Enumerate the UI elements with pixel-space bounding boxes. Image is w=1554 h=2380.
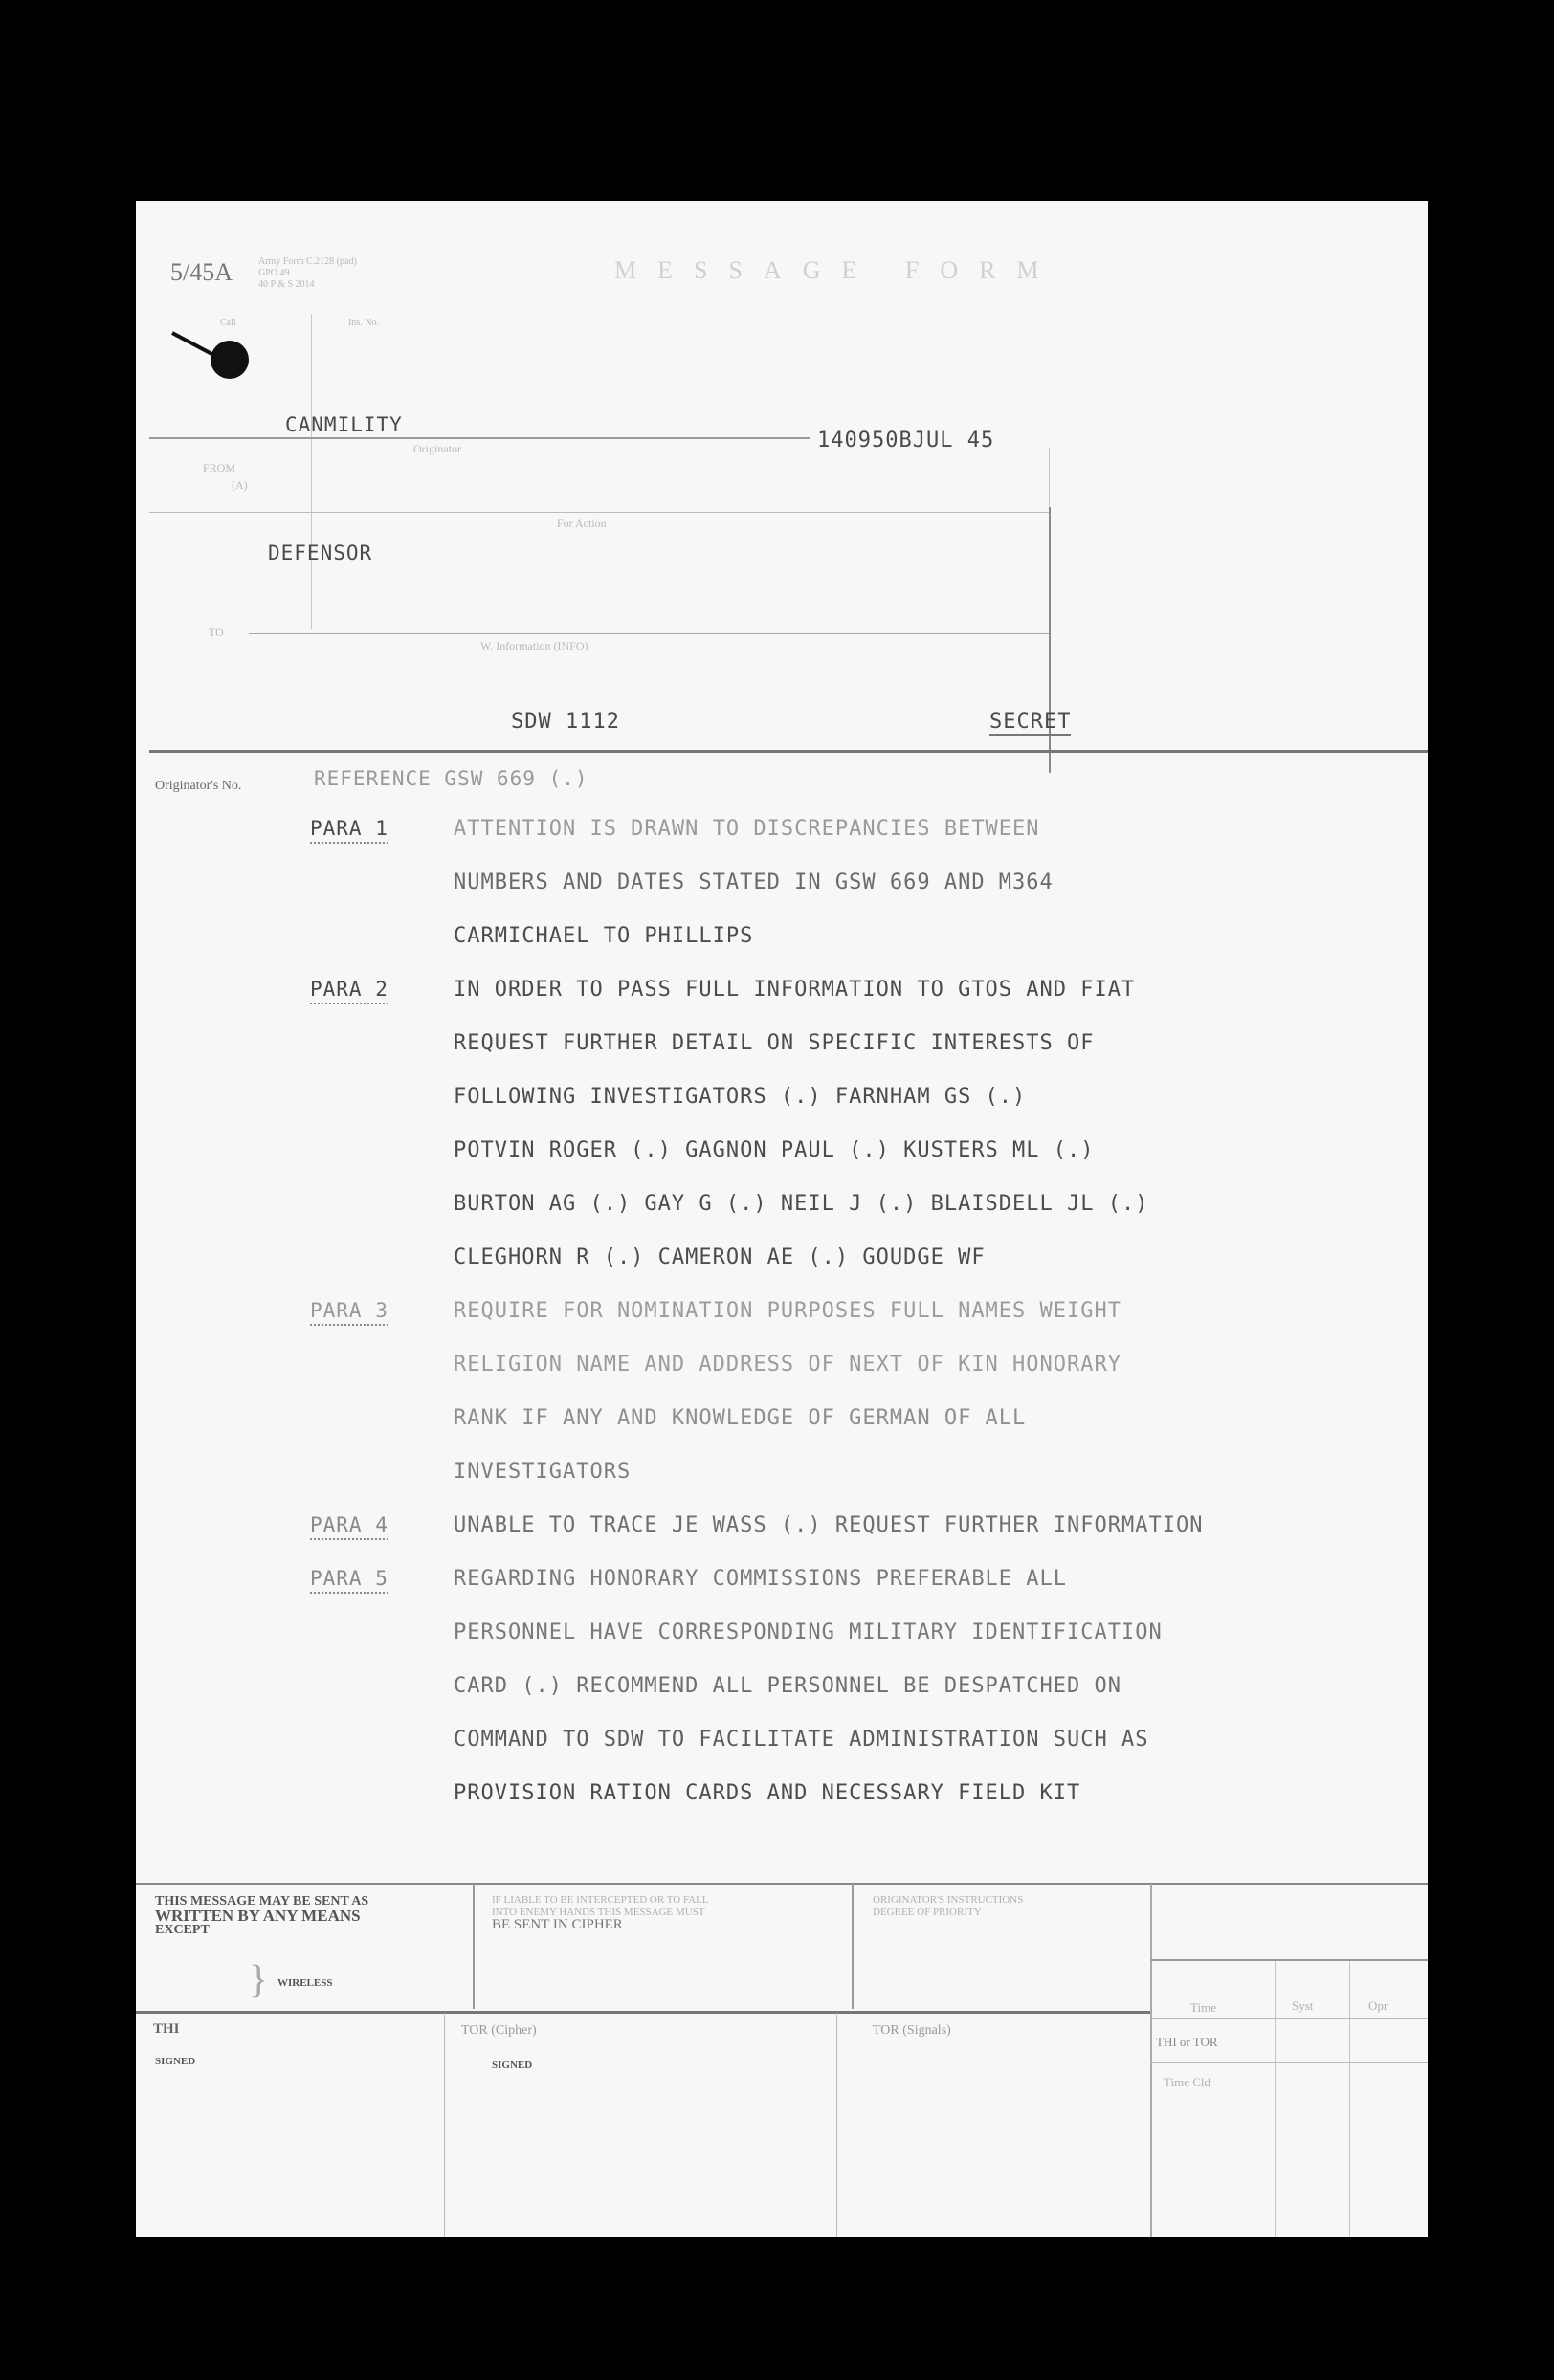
from-value: CANMILITY xyxy=(285,413,403,436)
from-label: FROM xyxy=(203,461,236,474)
para-1-line-3: CARMICHAEL TO PHILLIPS xyxy=(454,924,754,948)
signed-label-2: SIGNED xyxy=(492,2060,533,2071)
bottom-divider-2 xyxy=(836,2013,837,2237)
para-5-line-1: REGARDING HONORARY COMMISSIONS PREFERABLE ALL xyxy=(454,1567,1068,1591)
cipher-box: IF LIABLE TO BE INTERCEPTED OR TO FALL INTO ENEMY HANDS THIS MESSAGE MUST BE SENT IN CIPHER xyxy=(492,1894,709,1932)
time-grid-top-rule xyxy=(1150,1959,1428,1961)
para-4-label: PARA 4 xyxy=(310,1513,388,1536)
para-3-line-2: RELIGION NAME AND ADDRESS OF NEXT OF KIN HONORARY xyxy=(454,1353,1122,1377)
thi-label: THI xyxy=(153,2021,180,2037)
wireless-label: WIRELESS xyxy=(278,1977,333,1989)
para-3-line-4: INVESTIGATORS xyxy=(454,1460,632,1484)
form-code-sub: Army Form C.2128 (pad) GPO 49 40 P & S 2014 xyxy=(258,256,357,290)
footer-divider-3 xyxy=(1150,1884,1152,2237)
para-3-line-3: RANK IF ANY AND KNOWLEDGE OF GERMAN OF ALL xyxy=(454,1406,1027,1430)
to-label: TO xyxy=(209,626,224,639)
time-grid-col-1 xyxy=(1275,1961,1276,2237)
para-1-line-1: ATTENTION IS DRAWN TO DISCREPANCIES BETWEEN xyxy=(454,817,1040,841)
para-5-line-5: PROVISION RATION CARDS AND NECESSARY FIELD KIT xyxy=(454,1781,1081,1805)
para-5-label: PARA 5 xyxy=(310,1567,388,1590)
from-rule xyxy=(149,437,810,439)
opr-label: Opr xyxy=(1368,1998,1388,2013)
originator-label: Originator xyxy=(413,442,461,455)
for-info-label: W. Information (INFO) xyxy=(480,639,588,652)
from-sub-label: (A) xyxy=(232,478,248,492)
footer-divider-1 xyxy=(473,1884,475,2009)
tor-signals-label: TOR (Signals) xyxy=(873,2023,951,2038)
originators-instructions-box: ORIGINATOR'S INSTRUCTIONS DEGREE OF PRIORITY xyxy=(873,1894,1024,1918)
header-bottom-rule xyxy=(149,750,1428,753)
para-5-line-4: COMMAND TO SDW TO FACILITATE ADMINISTRATION SUCH AS xyxy=(454,1728,1149,1752)
para-5-line-3: CARD (.) RECOMMEND ALL PERSONNEL BE DESPATCHED ON xyxy=(454,1674,1122,1698)
tor-cipher-label: TOR (Cipher) xyxy=(461,2023,537,2038)
message-form-paper xyxy=(136,201,1428,2237)
call-label: Call xyxy=(220,318,236,328)
time-label: Time xyxy=(1190,2000,1216,2015)
para-2-line-3: FOLLOWING INVESTIGATORS (.) FARNHAM GS (.) xyxy=(454,1085,1027,1109)
time-cld-label: Time Cld xyxy=(1164,2075,1211,2089)
footer-top-rule xyxy=(136,1883,1428,1885)
thi-or-tor-label: THI or TOR xyxy=(1156,2035,1218,2049)
para-3-line-1: REQUIRE FOR NOMINATION PURPOSES FULL NAMES WEIGHT xyxy=(454,1299,1122,1323)
send-as-written-box: THIS MESSAGE MAY BE SENT AS WRITTEN BY ANY MEANS EXCEPT xyxy=(155,1894,369,1937)
footer-divider-2 xyxy=(852,1884,854,2009)
originators-number: SDW 1112 xyxy=(511,710,620,734)
time-grid-mid-rule xyxy=(1150,2018,1428,2019)
for-action-label: For Action xyxy=(557,517,607,530)
bottom-divider-1 xyxy=(444,2013,445,2237)
para-2-line-1: IN ORDER TO PASS FULL INFORMATION TO GTOS AND FIAT xyxy=(454,978,1136,1002)
reference-line: REFERENCE GSW 669 (.) xyxy=(314,767,588,790)
for-action-rule xyxy=(149,512,1049,513)
ins-label: Ins. No. xyxy=(348,318,379,328)
signed-label-1: SIGNED xyxy=(155,2056,196,2067)
para-4-line-1: UNABLE TO TRACE JE WASS (.) REQUEST FURTHER INFORMATION xyxy=(454,1513,1204,1537)
para-2-line-2: REQUEST FURTHER DETAIL ON SPECIFIC INTERESTS OF xyxy=(454,1031,1095,1055)
classification: SECRET xyxy=(989,710,1072,734)
dtg-box-right xyxy=(1049,448,1050,507)
originators-no-label: Originator's No. xyxy=(155,779,242,793)
to-rule xyxy=(249,633,1049,634)
time-grid-col-2 xyxy=(1349,1961,1350,2237)
syst-label: Syst xyxy=(1292,1998,1314,2013)
punch-hole xyxy=(211,341,249,379)
form-title: MESSAGE FORM xyxy=(614,256,1060,284)
para-1-label: PARA 1 xyxy=(310,817,388,840)
para-2-line-5: BURTON AG (.) GAY G (.) NEIL J (.) BLAISDELL JL (.) xyxy=(454,1192,1149,1216)
para-3-label: PARA 3 xyxy=(310,1299,388,1322)
para-5-line-2: PERSONNEL HAVE CORRESPONDING MILITARY IDENTIFICATION xyxy=(454,1620,1163,1644)
form-code: 5/45A xyxy=(170,258,233,286)
para-2-line-6: CLEGHORN R (.) CAMERON AE (.) GOUDGE WF xyxy=(454,1245,986,1269)
brace-icon: } xyxy=(249,1958,269,2002)
to-value: DEFENSOR xyxy=(268,541,373,564)
para-1-line-2: NUMBERS AND DATES STATED IN GSW 669 AND M364 xyxy=(454,870,1054,894)
call-divider xyxy=(311,314,312,629)
para-2-line-4: POTVIN ROGER (.) GAGNON PAUL (.) KUSTERS ML (.) xyxy=(454,1138,1095,1162)
para-2-label: PARA 2 xyxy=(310,978,388,1001)
bottom-row-rule xyxy=(136,2011,1150,2014)
time-grid-lower-rule xyxy=(1150,2062,1428,2063)
date-time-group: 140950BJUL 45 xyxy=(817,429,995,452)
